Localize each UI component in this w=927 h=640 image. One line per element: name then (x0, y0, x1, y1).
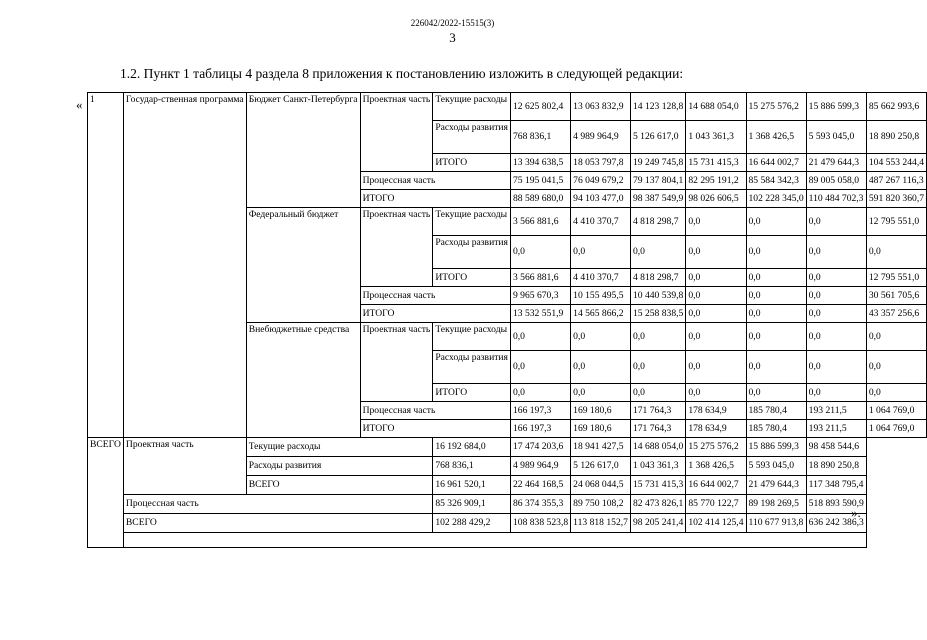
value-cell: 15 886 599,3 (746, 438, 806, 457)
value-cell: 15 731 415,3 (686, 154, 746, 172)
funding-source-label: Внебюджетные средства (246, 323, 360, 438)
value-cell: 16 961 520,1 (433, 476, 511, 495)
value-cell: 591 820 360,7 (866, 190, 926, 208)
value-cell: 98 205 241,4 (630, 514, 685, 533)
value-cell: 14 688 054,0 (686, 93, 746, 121)
value-cell: 169 180,6 (571, 420, 631, 438)
value-cell: 15 731 415,3 (630, 476, 685, 495)
value-cell: 79 137 804,1 (630, 172, 685, 190)
value-cell: 0,0 (866, 323, 926, 351)
value-cell: 636 242 386,3 (806, 514, 866, 533)
value-cell: 0,0 (866, 236, 926, 269)
current-expenses-label: Текущие расходы (433, 323, 511, 351)
grand-project-part-label: Проектная часть (123, 438, 246, 495)
value-cell: 82 473 826,1 (630, 495, 685, 514)
project-total-label: ИТОГО (433, 269, 511, 287)
value-cell: 1 043 361,3 (630, 457, 685, 476)
value-cell: 19 249 745,8 (630, 154, 685, 172)
grand-process-label: Процессная часть (123, 495, 432, 514)
value-cell: 0,0 (746, 384, 806, 402)
value-cell: 166 197,3 (510, 402, 570, 420)
value-cell: 3 566 881,6 (510, 269, 570, 287)
value-cell: 169 180,6 (571, 402, 631, 420)
value-cell: 82 295 191,2 (686, 172, 746, 190)
blank-cell (123, 533, 866, 548)
value-cell: 0,0 (746, 236, 806, 269)
value-cell: 16 644 002,7 (746, 154, 806, 172)
value-cell: 110 484 702,3 (806, 190, 866, 208)
value-cell: 13 394 638,5 (510, 154, 570, 172)
value-cell: 10 155 495,5 (571, 287, 631, 305)
value-cell: 12 625 802,4 (510, 93, 570, 121)
value-cell: 185 780,4 (746, 420, 806, 438)
value-cell: 10 440 539,8 (630, 287, 685, 305)
value-cell: 15 275 576,2 (746, 93, 806, 121)
value-cell: 178 634,9 (686, 420, 746, 438)
value-cell: 0,0 (630, 384, 685, 402)
value-cell: 0,0 (806, 269, 866, 287)
value-cell: 86 374 355,3 (510, 495, 570, 514)
value-cell: 9 965 670,3 (510, 287, 570, 305)
current-expenses-label: Текущие расходы (433, 208, 511, 236)
table-row (88, 514, 927, 533)
development-expenses-label: Расходы развития (433, 351, 511, 384)
value-cell: 0,0 (686, 236, 746, 269)
value-cell: 85 326 909,1 (433, 495, 511, 514)
funding-source-label: Бюджет Санкт-Петербурга (246, 93, 360, 208)
value-cell: 4 989 964,9 (571, 121, 631, 154)
value-cell: 0,0 (571, 351, 631, 384)
value-cell: 0,0 (806, 287, 866, 305)
value-cell: 12 795 551,0 (866, 208, 926, 236)
process-part-label: Процессная часть (360, 287, 510, 305)
value-cell: 108 838 523,8 (510, 514, 570, 533)
value-cell: 0,0 (746, 287, 806, 305)
section-total-label: ИТОГО (360, 305, 510, 323)
value-cell: 185 780,4 (746, 402, 806, 420)
value-cell: 98 026 606,5 (686, 190, 746, 208)
value-cell: 0,0 (686, 323, 746, 351)
value-cell: 193 211,5 (806, 402, 866, 420)
value-cell: 171 764,3 (630, 420, 685, 438)
value-cell: 15 258 838,5 (630, 305, 685, 323)
process-part-label: Процессная часть (360, 172, 510, 190)
value-cell: 0,0 (746, 305, 806, 323)
closing-quote: ». (851, 505, 861, 520)
grand-vsego-label: ВСЕГО (123, 514, 432, 533)
value-cell: 13 532 551,9 (510, 305, 570, 323)
value-cell: 18 890 250,8 (866, 121, 926, 154)
value-cell: 16 192 684,0 (433, 438, 511, 457)
value-cell: 98 458 544,6 (806, 438, 866, 457)
value-cell: 0,0 (510, 236, 570, 269)
value-cell: 0,0 (571, 236, 631, 269)
project-part-label: Проектная часть (360, 323, 433, 402)
value-cell: 0,0 (746, 351, 806, 384)
section-total-label: ИТОГО (360, 190, 510, 208)
value-cell: 0,0 (510, 323, 570, 351)
value-cell: 16 644 002,7 (686, 476, 746, 495)
value-cell: 0,0 (686, 287, 746, 305)
value-cell: 88 589 680,0 (510, 190, 570, 208)
value-cell: 0,0 (686, 351, 746, 384)
value-cell: 0,0 (686, 269, 746, 287)
document-number: 226042/2022-15515(3) (410, 18, 495, 28)
value-cell: 0,0 (806, 208, 866, 236)
value-cell: 18 890 250,8 (806, 457, 866, 476)
value-cell: 768 836,1 (433, 457, 511, 476)
value-cell: 14 123 128,8 (630, 93, 685, 121)
value-cell: 171 764,3 (630, 402, 685, 420)
value-cell: 30 561 705,6 (866, 287, 926, 305)
grand-project-total-label: ВСЕГО (246, 476, 433, 495)
value-cell: 21 479 644,3 (746, 476, 806, 495)
value-cell: 0,0 (510, 384, 570, 402)
value-cell: 89 005 058,0 (806, 172, 866, 190)
funding-source-label: Федеральный бюджет (246, 208, 360, 323)
project-part-label: Проектная часть (360, 93, 433, 172)
value-cell: 13 063 832,9 (571, 93, 631, 121)
value-cell: 0,0 (510, 351, 570, 384)
value-cell: 0,0 (746, 269, 806, 287)
value-cell: 518 893 590,9 (806, 495, 866, 514)
value-cell: 0,0 (746, 208, 806, 236)
value-cell: 0,0 (866, 384, 926, 402)
table-row (88, 495, 927, 514)
value-cell: 0,0 (806, 323, 866, 351)
value-cell: 18 941 427,5 (571, 438, 631, 457)
value-cell: 3 566 881,6 (510, 208, 570, 236)
project-total-label: ИТОГО (433, 154, 511, 172)
value-cell: 0,0 (866, 351, 926, 384)
table-row (88, 533, 927, 548)
value-cell: 0,0 (686, 208, 746, 236)
value-cell: 102 288 429,2 (433, 514, 511, 533)
value-cell: 5 593 045,0 (806, 121, 866, 154)
project-total-label: ИТОГО (433, 384, 511, 402)
value-cell: 18 053 797,8 (571, 154, 631, 172)
value-cell: 102 228 345,0 (746, 190, 806, 208)
value-cell: 4 410 370,7 (571, 269, 631, 287)
row-number: 1 (88, 93, 124, 438)
value-cell: 85 584 342,3 (746, 172, 806, 190)
value-cell: 0,0 (806, 236, 866, 269)
value-cell: 0,0 (686, 305, 746, 323)
value-cell: 0,0 (571, 384, 631, 402)
value-cell: 113 818 152,7 (571, 514, 631, 533)
value-cell: 193 211,5 (806, 420, 866, 438)
value-cell: 89 198 269,5 (746, 495, 806, 514)
value-cell: 24 068 044,5 (571, 476, 631, 495)
development-expenses-label: Расходы развития (433, 236, 511, 269)
value-cell: 768 836,1 (510, 121, 570, 154)
value-cell: 94 103 477,0 (571, 190, 631, 208)
value-cell: 43 357 256,6 (866, 305, 926, 323)
opening-quote: « (76, 97, 83, 112)
grand-total-label: ВСЕГО (88, 438, 124, 548)
value-cell: 15 886 599,3 (806, 93, 866, 121)
value-cell: 1 064 769,0 (866, 420, 926, 438)
intro-paragraph: 1.2. Пункт 1 таблицы 4 раздела 8 приложения к постановлению изложить в следующей редакции: (120, 66, 684, 81)
value-cell: 15 275 576,2 (686, 438, 746, 457)
value-cell: 0,0 (746, 323, 806, 351)
value-cell: 22 464 168,5 (510, 476, 570, 495)
program-label: Государ-ственная программа (123, 93, 246, 438)
value-cell: 4 818 298,7 (630, 208, 685, 236)
value-cell: 1 064 769,0 (866, 402, 926, 420)
value-cell: 0,0 (806, 384, 866, 402)
value-cell: 166 197,3 (510, 420, 570, 438)
table-row (88, 93, 927, 121)
value-cell: 4 989 964,9 (510, 457, 570, 476)
project-part-label: Проектная часть (360, 208, 433, 287)
section-total-label: ИТОГО (360, 420, 510, 438)
value-cell: 117 348 795,4 (806, 476, 866, 495)
value-cell: 12 795 551,0 (866, 269, 926, 287)
value-cell: 76 049 679,2 (571, 172, 631, 190)
value-cell: 0,0 (686, 384, 746, 402)
value-cell: 5 126 617,0 (630, 121, 685, 154)
development-expenses-label: Расходы развития (433, 121, 511, 154)
value-cell: 14 565 866,2 (571, 305, 631, 323)
value-cell: 4 818 298,7 (630, 269, 685, 287)
value-cell: 89 750 108,2 (571, 495, 631, 514)
value-cell: 0,0 (806, 305, 866, 323)
value-cell: 110 677 913,8 (746, 514, 806, 533)
value-cell: 104 553 244,4 (866, 154, 926, 172)
value-cell: 0,0 (630, 236, 685, 269)
value-cell: 98 387 549,9 (630, 190, 685, 208)
page-number: 3 (449, 30, 456, 45)
value-cell: 5 126 617,0 (571, 457, 631, 476)
value-cell: 0,0 (630, 351, 685, 384)
value-cell: 178 634,9 (686, 402, 746, 420)
table-row (88, 438, 927, 457)
current-expenses-label: Текущие расходы (433, 93, 511, 121)
grand-current-label: Текущие расходы (246, 438, 433, 457)
grand-development-label: Расходы развития (246, 457, 433, 476)
value-cell: 4 410 370,7 (571, 208, 631, 236)
value-cell: 14 688 054,0 (630, 438, 685, 457)
value-cell: 1 368 426,5 (686, 457, 746, 476)
value-cell: 487 267 116,3 (866, 172, 926, 190)
value-cell: 1 043 361,3 (686, 121, 746, 154)
value-cell: 5 593 045,0 (746, 457, 806, 476)
budget-table (87, 92, 927, 548)
value-cell: 102 414 125,4 (686, 514, 746, 533)
value-cell: 85 770 122,7 (686, 495, 746, 514)
value-cell: 0,0 (806, 351, 866, 384)
process-part-label: Процессная часть (360, 402, 510, 420)
value-cell: 85 662 993,6 (866, 93, 926, 121)
value-cell: 0,0 (571, 323, 631, 351)
value-cell: 1 368 426,5 (746, 121, 806, 154)
value-cell: 17 474 203,6 (510, 438, 570, 457)
value-cell: 75 195 041,5 (510, 172, 570, 190)
value-cell: 21 479 644,3 (806, 154, 866, 172)
value-cell: 0,0 (630, 323, 685, 351)
